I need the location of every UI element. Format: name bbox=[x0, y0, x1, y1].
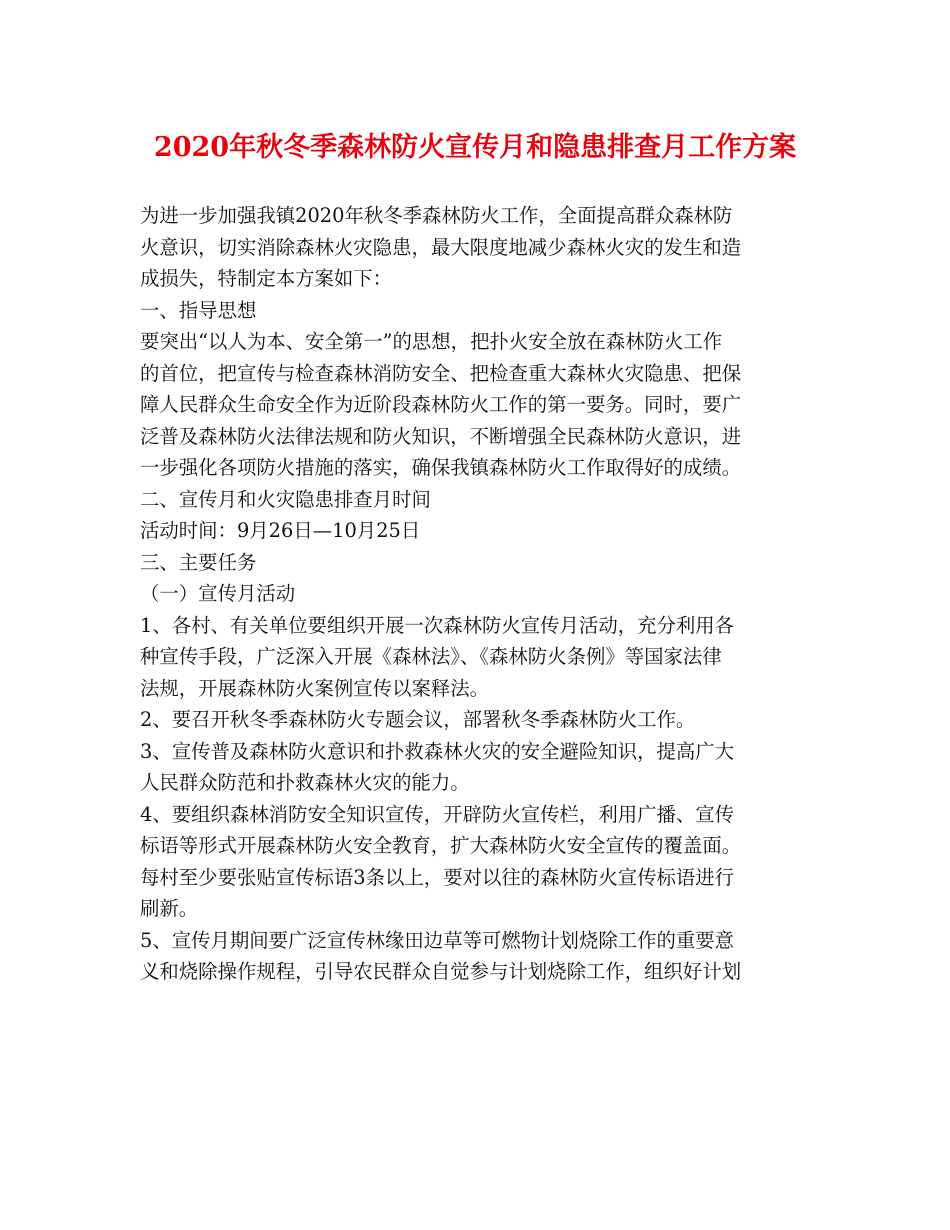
body-line: 标语等形式开展森林防火安全教育，扩大森林防火安全宣传的覆盖面。 bbox=[140, 834, 742, 857]
document-title: 2020年秋冬季森林防火宣传月和隐患排查月工作方案 bbox=[153, 132, 797, 163]
body-line: 障人民群众生命安全作为近阶段森林防火工作的第一要务。同时，要广 bbox=[140, 393, 742, 416]
section-heading: 三、主要任务 bbox=[140, 550, 257, 574]
body-line: 活动时间：9月26日—10月25日 bbox=[140, 519, 421, 542]
body-line: 要突出“以人为本、安全第一”的思想，把扑火安全放在森林防火工作 bbox=[140, 330, 723, 353]
body-line: 3、宣传普及森林防火意识和扑救森林火灾的安全避险知识，提高广大 bbox=[140, 739, 735, 763]
body-line: 法规，开展森林防火案例宣传以案释法。 bbox=[140, 676, 490, 700]
body-line: 5、宣传月期间要广泛宣传林缘田边草等可燃物计划烧除工作的重要意 bbox=[140, 928, 735, 952]
section-heading: 一、指导思想 bbox=[140, 298, 257, 322]
body-line: 火意识，切实消除森林火灾隐患，最大限度地减少森林火灾的发生和造 bbox=[140, 235, 742, 259]
body-line: 成损失，特制定本方案如下： bbox=[140, 267, 393, 290]
body-line: 一步强化各项防火措施的落实，确保我镇森林防火工作取得好的成绩。 bbox=[140, 456, 742, 479]
subsection-heading: （一）宣传月活动 bbox=[140, 582, 296, 605]
section-heading: 二、宣传月和火灾隐患排查月时间 bbox=[140, 487, 431, 511]
body-line: 2、要召开秋冬季森林防火专题会议，部署秋冬季森林防火工作。 bbox=[140, 708, 696, 731]
body-line: 为进一步加强我镇2020年秋冬季森林防火工作，全面提高群众森林防 bbox=[140, 204, 733, 227]
body-line: 人民群众防范和扑救森林火灾的能力。 bbox=[140, 771, 470, 794]
body-line: 每村至少要张贴宣传标语3条以上，要对以往的森林防火宣传标语进行 bbox=[140, 865, 735, 889]
body-line: 4、要组织森林消防安全知识宣传，开辟防火宣传栏，利用广播、宣传 bbox=[140, 802, 735, 826]
body-line: 1、各村、有关单位要组织开展一次森林防火宣传月活动，充分利用各 bbox=[140, 613, 735, 637]
body-line: 泛普及森林防火法律法规和防火知识，不断增强全民森林防火意识，进 bbox=[140, 424, 742, 448]
body-line: 刷新。 bbox=[140, 897, 199, 920]
document-body bbox=[140, 200, 820, 988]
body-line: 义和烧除操作规程，引导农民群众自觉参与计划烧除工作，组织好计划 bbox=[140, 960, 742, 983]
body-line: 种宣传手段，广泛深入开展《森林法》、《森林防火条例》等国家法律 bbox=[140, 645, 722, 668]
body-line: 的首位，把宣传与检查森林消防安全、把检查重大森林火灾隐患、把保 bbox=[140, 361, 742, 385]
